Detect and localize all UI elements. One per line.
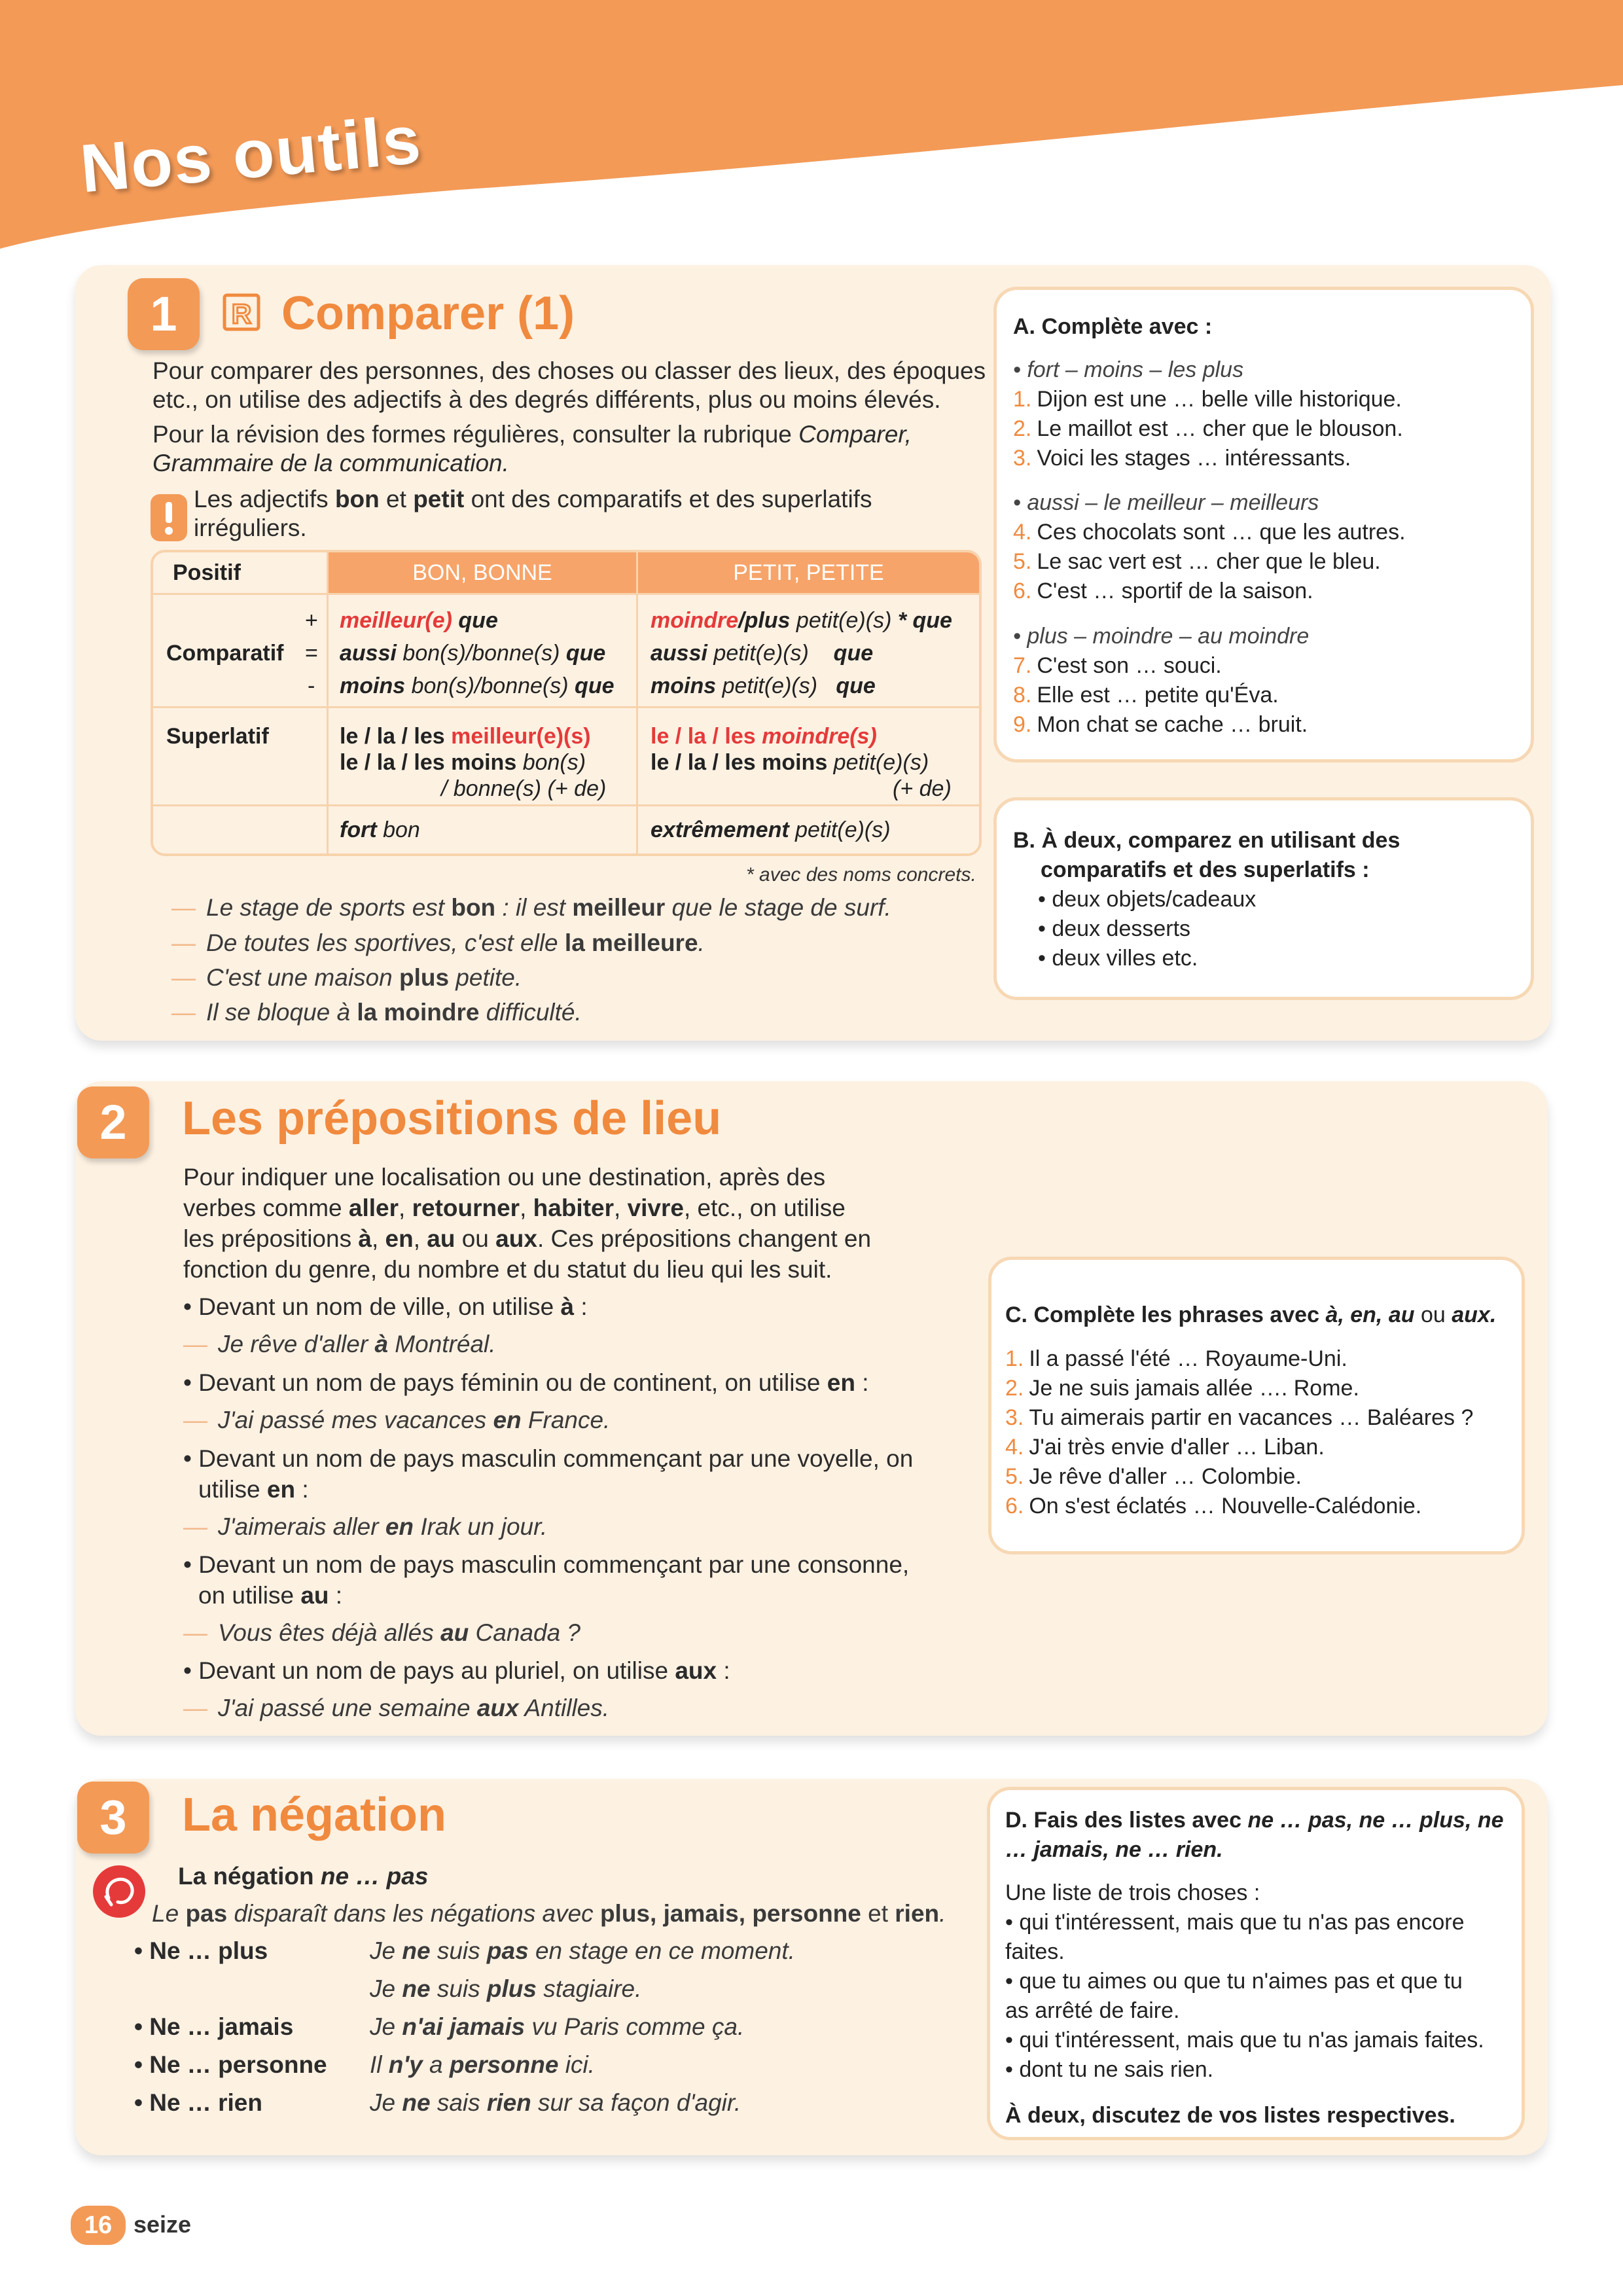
rule-item: • Devant un nom de pays féminin ou de continent, on utilise en : [183,1369,869,1396]
exercise-item: 4. J'ai très envie d'aller … Liban. [1005,1435,1325,1460]
exercise-item: 3. Voici les stages … intéressants. [1013,446,1351,471]
rule-item: • Devant un nom de ville, on utilise à : [183,1293,588,1320]
example: Il n'y a personne ici. [370,2051,595,2078]
section-1-title: Comparer (1) [281,287,575,340]
word-bank: • aussi – le meilleur – meilleurs [1013,490,1319,515]
rule-item: on utilise au : [198,1582,343,1609]
example: — Il se bloque à la moindre difficulté. [171,999,582,1026]
exercise-b-title: B. À deux, comparez en utilisant des [1013,828,1400,853]
exercise-item: 6. C'est … sportif de la saison. [1013,579,1313,603]
section-3-number: 3 [77,1782,149,1854]
list-item: • deux objets/cadeaux [1038,887,1257,912]
rule-item: • Devant un nom de pays masculin commençant par une consonne, [183,1551,910,1578]
intro-line: les prépositions à, en, au ou aux. Ces prépositions changent en [183,1225,872,1252]
negation-label: • Ne … rien [134,2089,262,2116]
negation-rule: Le pas disparaît dans les négations avec plus, jamais, personne et rien. [152,1900,946,1927]
example: — J'aimerais aller en Irak un jour. [183,1513,548,1540]
exercise-item: 9. Mon chat se cache … bruit. [1013,712,1308,737]
review-icon [223,293,260,331]
exercise-item: 1. Il a passé l'été … Royaume-Uni. [1005,1346,1347,1371]
speaking-icon [92,1864,147,1919]
cell: aussi bon(s)/bonne(s) que [340,641,606,666]
example: — J'ai passé une semaine aux Antilles. [183,1695,610,1721]
table-header-petit: PETIT, PETITE [638,552,979,593]
list-item: • deux desserts [1038,916,1191,941]
intro-line: fonction du genre, du nombre et du statut du lieu qui les suit. [183,1256,832,1283]
rule-item: utilise en : [198,1476,309,1503]
example: — Vous êtes déjà allés au Canada ? [183,1619,581,1646]
exercise-d-title: D. Fais des listes avec ne … pas, ne … plus, ne [1005,1808,1504,1833]
section-2-title: Les prépositions de lieu [182,1092,722,1145]
exercise-line: faites. [1005,1939,1065,1964]
intro-line: Pour comparer des personnes, des choses ou classer des lieux, des époques [152,357,986,384]
word-bank: • fort – moins – les plus [1013,357,1244,382]
cell: moindre/plus petit(e)(s) * que [651,608,952,633]
warning-icon [151,494,187,541]
svg-text:R: R [231,298,252,329]
intro-line: Pour la révision des formes régulières, consulter la rubrique Comparer, [152,421,912,448]
exercise-line: • qui t'intéressent, mais que tu n'as jamais faites. [1005,2028,1484,2053]
exercise-item: 5. Le sac vert est … cher que le bleu. [1013,549,1381,574]
sign-plus: + [305,608,318,633]
section-1-number: 1 [128,278,200,350]
example: — Le stage de sports est bon : il est meilleur que le stage de surf. [171,894,891,921]
cell: le / la / les moins bon(s) [340,750,586,775]
word-bank: • plus – moindre – au moindre [1013,624,1310,649]
cell: moins bon(s)/bonne(s) que [340,673,615,698]
exercise-item: 1. Dijon est une … belle ville historique. [1013,387,1402,412]
section-3-title: La négation [182,1789,447,1841]
exercise-d-closing: À deux, discutez de vos listes respectives. [1005,2103,1455,2128]
intro-line: etc., on utilise des adjectifs à des degrés différents, plus ou moins élevés. [152,386,941,413]
example: Je n'ai jamais vu Paris comme ça. [370,2013,745,2040]
section-2-number: 2 [77,1086,149,1158]
example: — J'ai passé mes vacances en France. [183,1407,611,1433]
example: Je ne suis plus stagiaire. [370,1975,642,2002]
intro-line: Grammaire de la communication. [152,450,509,476]
cell: (+ de) [893,776,952,801]
page-title: Nos outils [77,101,425,207]
exercise-item: 5. Je rêve d'aller … Colombie. [1005,1464,1302,1489]
table-header-bon: BON, BONNE [329,552,636,593]
page-number-word: seize [134,2211,192,2238]
row-label-superlatif: Superlatif [166,724,269,749]
exercise-line: • dont tu ne sais rien. [1005,2057,1214,2082]
negation-label: • Ne … plus [134,1937,268,1964]
cell: le / la / les moindre(s) [651,724,877,749]
example: — De toutes les sportives, c'est elle la meilleure. [171,929,705,956]
negation-label: • Ne … jamais [134,2013,294,2040]
list-item: • deux villes etc. [1038,946,1198,971]
intro-line: Pour indiquer une localisation ou une destination, après des [183,1164,826,1191]
exercise-line: • que tu aimes ou que tu n'aimes pas et que tu [1005,1969,1463,1994]
comparison-table [151,550,982,856]
exercise-line: Une liste de trois choses : [1005,1880,1260,1905]
warning-text: irréguliers. [194,514,307,541]
exercise-item: 2. Le maillot est … cher que le blouson. [1013,416,1403,441]
cell: moins petit(e)(s) que [651,673,876,698]
negation-subtitle: La négation ne … pas [178,1863,429,1890]
exercise-item: 6. On s'est éclatés … Nouvelle-Calédonie. [1005,1494,1422,1518]
exercise-b-title: comparatifs et des superlatifs : [1041,857,1370,882]
cell: le / la / les moins petit(e)(s) [651,750,929,775]
cell: extrêmement petit(e)(s) [651,817,891,842]
cell: le / la / les meilleur(e)(s) [340,724,591,749]
example: Je ne sais rien sur sa façon d'agir. [370,2089,741,2116]
intro-line: verbes comme aller, retourner, habiter, vivre, etc., on utilise [183,1194,846,1221]
page-number: 16 [71,2206,126,2245]
cell: meilleur(e) que [340,608,498,633]
exercise-a-title: A. Complète avec : [1013,314,1213,339]
example: — Je rêve d'aller à Montréal. [183,1331,496,1357]
sign-minus: - [308,673,315,698]
footnote: * avec des noms concrets. [746,864,976,886]
example: — C'est une maison plus petite. [171,964,522,991]
rule-item: • Devant un nom de pays masculin commençant par une voyelle, on [183,1445,914,1472]
exercise-item: 4. Ces chocolats sont … que les autres. [1013,520,1406,545]
exercise-item: 8. Elle est … petite qu'Éva. [1013,683,1279,708]
cell: aussi petit(e)(s) que [651,641,874,666]
warning-text: Les adjectifs bon et petit ont des comparatifs et des superlatifs [194,486,872,512]
exercise-line: • qui t'intéressent, mais que tu n'as pas encore [1005,1910,1465,1935]
row-label-comparatif: Comparatif [166,641,284,666]
table-header-positif: Positif [173,560,241,585]
exercise-item: 7. C'est son … souci. [1013,653,1222,678]
cell: / bonne(s) (+ de) [441,776,607,801]
exercise-item: 3. Tu aimerais partir en vacances … Baléares ? [1005,1405,1474,1430]
example: Je ne suis pas en stage en ce moment. [370,1937,795,1964]
rule-item: • Devant un nom de pays au pluriel, on utilise aux : [183,1657,730,1684]
exercise-d-title: … jamais, ne … rien. [1005,1837,1223,1862]
exercise-c-title: C. Complète les phrases avec à, en, au ou aux. [1005,1302,1497,1327]
exercise-item: 2. Je ne suis jamais allée …. Rome. [1005,1376,1359,1401]
negation-label: • Ne … personne [134,2051,327,2078]
cell: fort bon [340,817,420,842]
sign-equal: = [305,641,318,666]
exercise-line: as arrêté de faire. [1005,1998,1180,2023]
